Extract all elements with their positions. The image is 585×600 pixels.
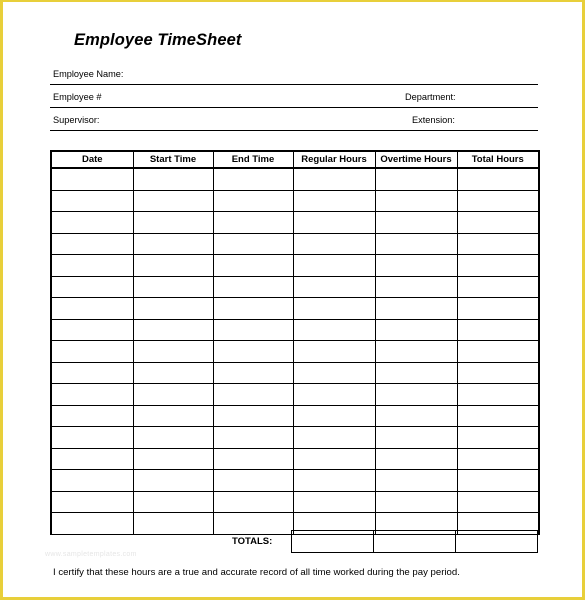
date-cell[interactable] [51,212,133,234]
start-time-cell[interactable] [133,362,213,384]
total-hours-total-cell[interactable] [456,531,538,553]
date-cell[interactable] [51,298,133,320]
overtime-hours-cell[interactable] [375,276,457,298]
totals-row [291,530,538,553]
date-cell[interactable] [51,341,133,363]
regular-hours-cell[interactable] [293,168,375,190]
total-hours-cell[interactable] [457,168,539,190]
end-time-cell[interactable] [213,255,293,277]
total-hours-cell[interactable] [457,341,539,363]
end-time-cell[interactable] [213,427,293,449]
total-hours-cell[interactable] [457,405,539,427]
date-cell[interactable] [51,470,133,492]
table-row [51,212,539,234]
overtime-hours-cell[interactable] [375,233,457,255]
regular-hours-cell[interactable] [293,319,375,341]
date-cell[interactable] [51,168,133,190]
total-hours-cell[interactable] [457,190,539,212]
date-cell[interactable] [51,362,133,384]
overtime-hours-cell[interactable] [375,427,457,449]
regular-hours-cell[interactable] [293,255,375,277]
employee-number-label: Employee # [53,92,102,102]
end-time-cell[interactable] [213,384,293,406]
regular-hours-cell[interactable] [293,427,375,449]
timesheet-table [50,150,540,535]
total-hours-cell[interactable] [457,298,539,320]
date-cell[interactable] [51,190,133,212]
table-row [51,470,539,492]
start-time-cell[interactable] [133,298,213,320]
start-time-cell[interactable] [133,341,213,363]
table-header-row [51,151,539,168]
faint-watermark-text: www.sampletemplates.com [45,551,137,558]
start-time-cell[interactable] [133,168,213,190]
end-time-cell[interactable] [213,190,293,212]
table-row [51,491,539,513]
overtime-hours-cell[interactable] [375,384,457,406]
overtime-hours-cell[interactable] [375,168,457,190]
start-time-cell[interactable] [133,448,213,470]
total-hours-cell[interactable] [457,427,539,449]
table-row [51,362,539,384]
table-row [51,298,539,320]
start-time-cell[interactable] [133,384,213,406]
regular-hours-cell[interactable] [293,341,375,363]
regular-hours-cell[interactable] [293,384,375,406]
table-row [51,255,539,277]
total-hours-cell[interactable] [457,362,539,384]
table-row [51,319,539,341]
start-time-cell[interactable] [133,427,213,449]
date-cell[interactable] [51,276,133,298]
total-hours-cell[interactable] [457,491,539,513]
regular-hours-cell[interactable] [293,362,375,384]
end-time-cell[interactable] [213,276,293,298]
end-time-cell[interactable] [213,233,293,255]
end-time-cell[interactable] [213,362,293,384]
table-row [51,405,539,427]
start-time-cell[interactable] [133,513,213,535]
employee-number-line[interactable] [50,107,538,108]
extension-label: Extension: [412,115,455,125]
overtime-hours-cell[interactable] [375,319,457,341]
start-time-cell[interactable] [133,491,213,513]
start-time-cell[interactable] [133,190,213,212]
table-row [51,384,539,406]
column-header-overtime-hours: Overtime Hours [375,151,457,168]
end-time-cell[interactable] [213,470,293,492]
overtime-hours-cell[interactable] [375,405,457,427]
end-time-cell[interactable] [213,491,293,513]
table-row [51,341,539,363]
regular-hours-cell[interactable] [293,405,375,427]
overtime-hours-total-cell[interactable] [374,531,456,553]
column-header-end-time: End Time [213,151,293,168]
start-time-cell[interactable] [133,276,213,298]
start-time-cell[interactable] [133,405,213,427]
supervisor-label: Supervisor: [53,115,100,125]
regular-hours-cell[interactable] [293,298,375,320]
totals-label: TOTALS: [232,536,273,547]
column-header-total-hours: Total Hours [457,151,539,168]
overtime-hours-cell[interactable] [375,470,457,492]
overtime-hours-cell[interactable] [375,362,457,384]
table-row [51,448,539,470]
employee-name-label: Employee Name: [53,69,124,79]
regular-hours-cell[interactable] [293,448,375,470]
date-cell[interactable] [51,319,133,341]
overtime-hours-cell[interactable] [375,491,457,513]
column-header-date: Date [51,151,133,168]
total-hours-cell[interactable] [457,276,539,298]
start-time-cell[interactable] [133,212,213,234]
regular-hours-cell[interactable] [293,276,375,298]
employee-name-line[interactable] [50,84,538,85]
overtime-hours-cell[interactable] [375,341,457,363]
end-time-cell[interactable] [213,168,293,190]
end-time-cell[interactable] [213,212,293,234]
overtime-hours-cell[interactable] [375,212,457,234]
total-hours-cell[interactable] [457,319,539,341]
department-label: Department: [405,92,456,102]
start-time-cell[interactable] [133,319,213,341]
regular-hours-total-cell[interactable] [292,531,374,553]
document-title: Employee TimeSheet [74,31,242,49]
certification-statement: I certify that these hours are a true and accurate record of all time worked during the pay period. [53,567,460,578]
end-time-cell[interactable] [213,298,293,320]
date-cell[interactable] [51,255,133,277]
end-time-cell[interactable] [213,341,293,363]
regular-hours-cell[interactable] [293,233,375,255]
date-cell[interactable] [51,233,133,255]
start-time-cell[interactable] [133,255,213,277]
supervisor-line[interactable] [50,130,538,131]
date-cell[interactable] [51,448,133,470]
table-row [51,190,539,212]
date-cell[interactable] [51,405,133,427]
total-hours-cell[interactable] [457,255,539,277]
table-row [51,233,539,255]
total-hours-cell[interactable] [457,470,539,492]
total-hours-cell[interactable] [457,448,539,470]
regular-hours-cell[interactable] [293,212,375,234]
column-header-regular-hours: Regular Hours [293,151,375,168]
regular-hours-cell[interactable] [293,491,375,513]
date-cell[interactable] [51,491,133,513]
total-hours-cell[interactable] [457,212,539,234]
start-time-cell[interactable] [133,470,213,492]
timesheet-body [51,168,539,534]
start-time-cell[interactable] [133,233,213,255]
end-time-cell[interactable] [213,513,293,535]
date-cell[interactable] [51,513,133,535]
overtime-hours-cell[interactable] [375,298,457,320]
regular-hours-cell[interactable] [293,190,375,212]
end-time-cell[interactable] [213,405,293,427]
column-header-start-time: Start Time [133,151,213,168]
end-time-cell[interactable] [213,448,293,470]
overtime-hours-cell[interactable] [375,190,457,212]
total-hours-cell[interactable] [457,384,539,406]
regular-hours-cell[interactable] [293,470,375,492]
table-row [51,427,539,449]
total-hours-cell[interactable] [457,233,539,255]
overtime-hours-cell[interactable] [375,448,457,470]
overtime-hours-cell[interactable] [375,255,457,277]
table-row [51,276,539,298]
date-cell[interactable] [51,384,133,406]
date-cell[interactable] [51,427,133,449]
table-row [51,168,539,190]
end-time-cell[interactable] [213,319,293,341]
